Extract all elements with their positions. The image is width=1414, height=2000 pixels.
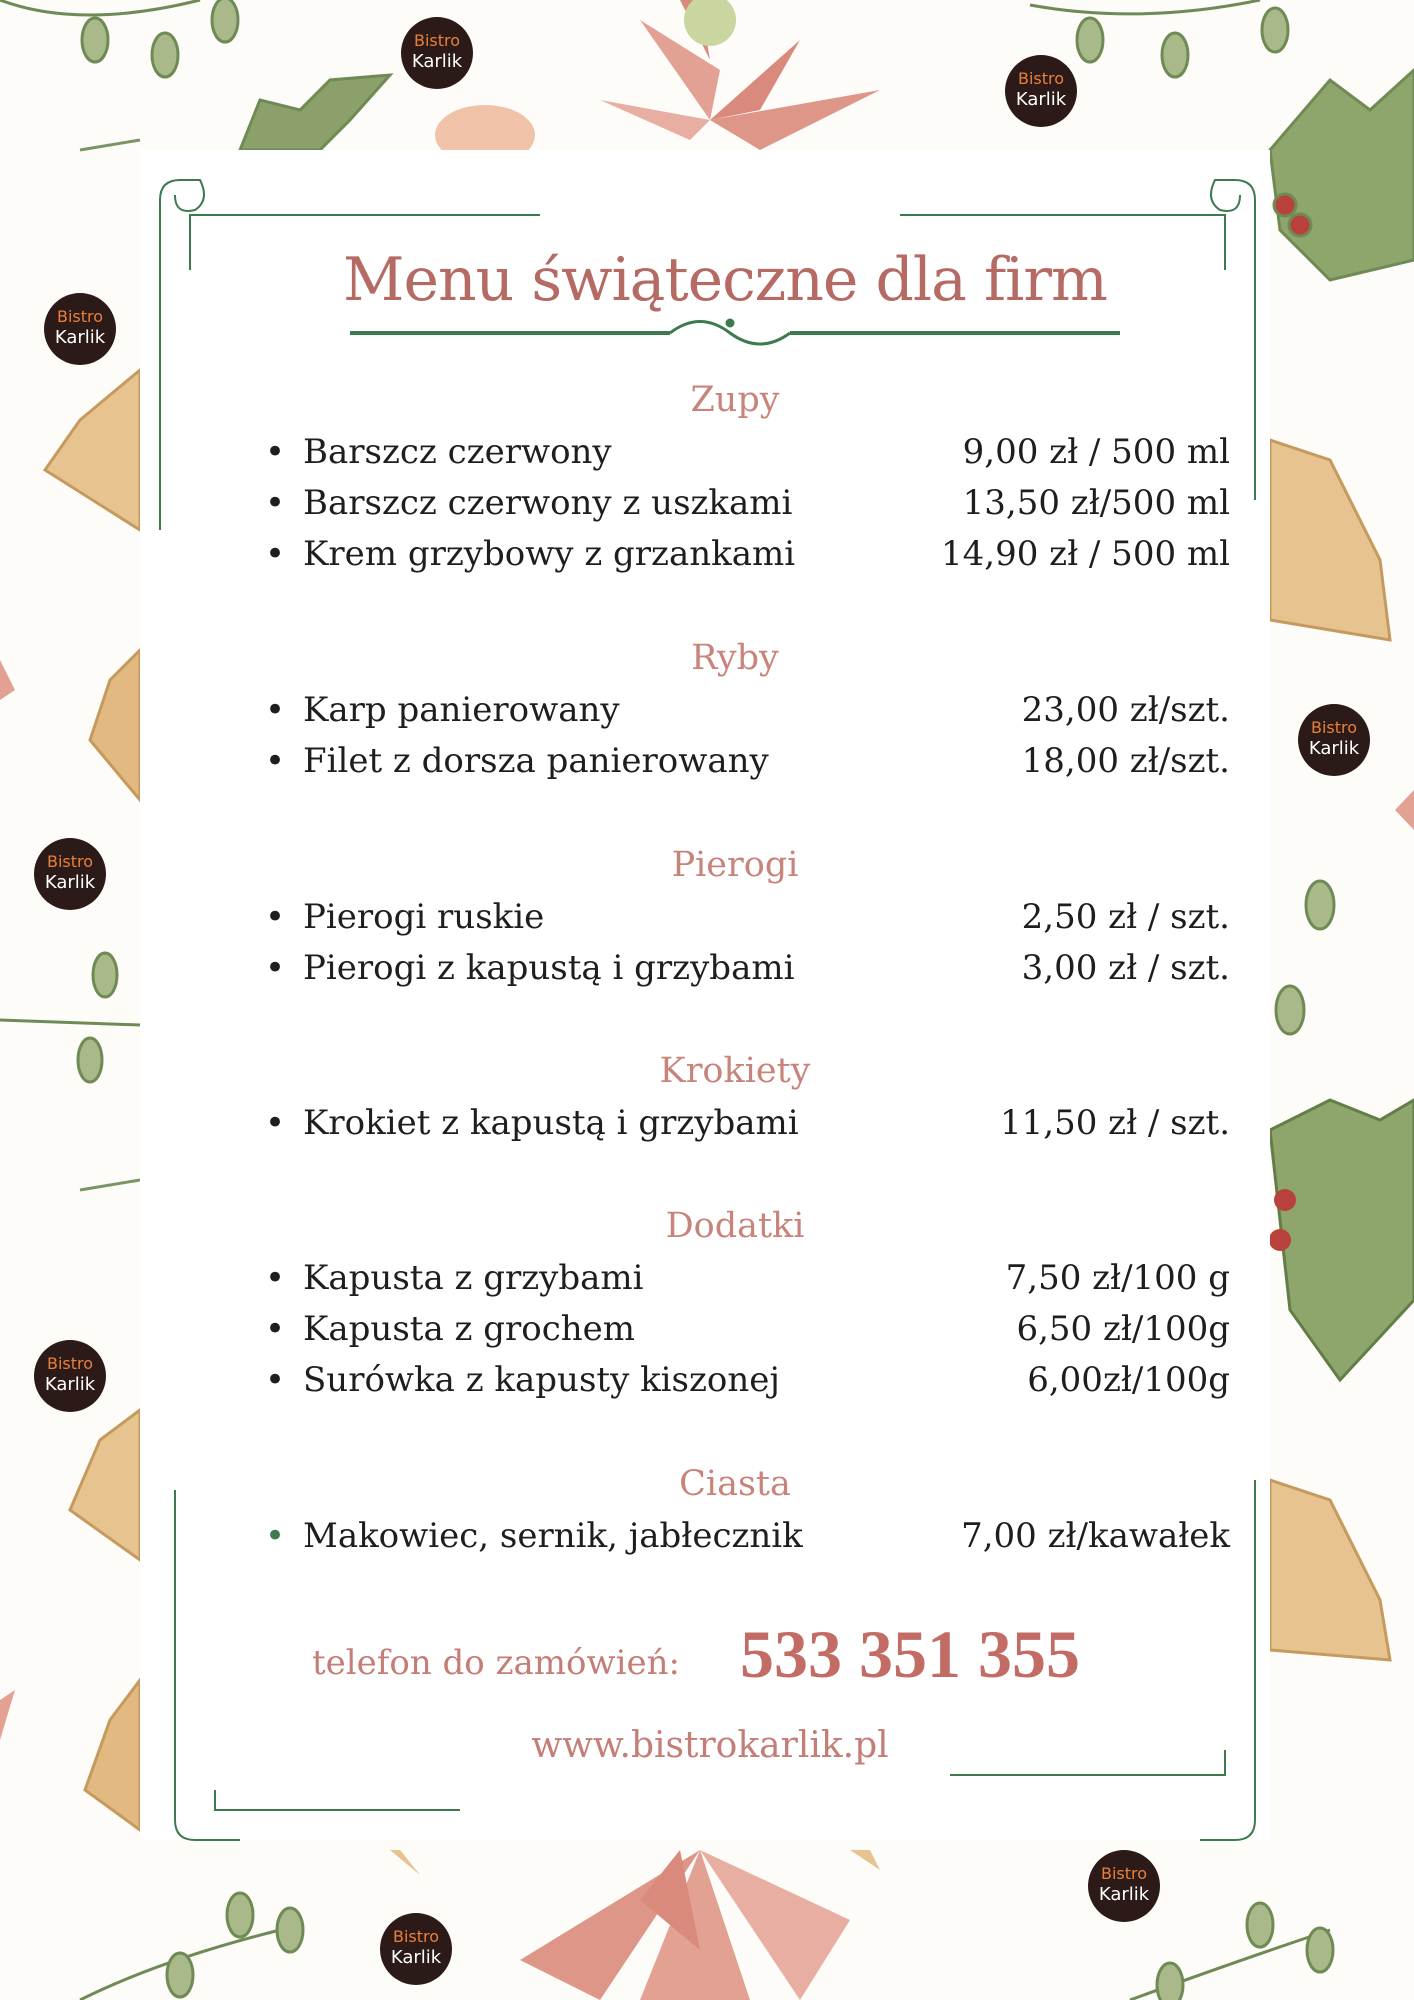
- menu-item: [265, 690, 1230, 740]
- section-title-ryby: Ryby: [691, 638, 779, 678]
- bistro-karlik-logo: Bistro Karlik: [1005, 55, 1077, 127]
- bullet: •: [265, 534, 286, 574]
- item-name: Krem grzybowy z grzankami: [303, 534, 796, 574]
- item-price: 7,50 zł/100 g: [1005, 1258, 1230, 1298]
- poinsettia-bottom: [390, 1850, 880, 2000]
- menu-item: [265, 1309, 1230, 1359]
- menu-item: [265, 483, 1230, 533]
- item-name: Surówka z kapusty kiszonej: [303, 1360, 780, 1400]
- bullet: •: [265, 432, 286, 472]
- item-price: 23,00 zł/szt.: [1021, 690, 1230, 730]
- bistro-karlik-logo: Bistro Karlik: [380, 1913, 452, 1985]
- bullet: •: [265, 1309, 286, 1349]
- item-name: Krokiet z kapustą i grzybami: [303, 1103, 799, 1143]
- item-name: Filet z dorsza panierowany: [303, 741, 769, 781]
- menu-item: [265, 534, 1230, 584]
- bistro-karlik-logo: Bistro Karlik: [34, 1340, 106, 1412]
- menu-item: [265, 948, 1230, 998]
- bistro-karlik-logo: Bistro Karlik: [44, 293, 116, 365]
- menu-title: Menu świąteczne dla firm: [343, 245, 1107, 315]
- bullet: •: [265, 1360, 286, 1400]
- menu-item: [265, 897, 1230, 947]
- item-name: Kapusta z grzybami: [303, 1258, 644, 1298]
- item-price: 3,00 zł / szt.: [1021, 948, 1230, 988]
- bullet: •: [265, 1516, 286, 1556]
- item-name: Karp panierowany: [303, 690, 620, 730]
- bullet: •: [265, 483, 286, 523]
- section-title-pierogi: Pierogi: [671, 845, 799, 885]
- item-price: 11,50 zł / szt.: [1000, 1103, 1230, 1143]
- menu-item: [265, 432, 1230, 482]
- bullet: •: [265, 690, 286, 730]
- leaves-top-left: [0, 0, 390, 150]
- bistro-karlik-logo: Bistro Karlik: [1088, 1850, 1160, 1922]
- website-link[interactable]: www.bistrokarlik.pl: [531, 1725, 889, 1766]
- item-name: Makowiec, sernik, jabłecznik: [303, 1516, 803, 1556]
- item-price: 6,50 zł/100g: [1016, 1309, 1230, 1349]
- section-title-ciasta: Ciasta: [679, 1464, 791, 1504]
- phone-label: telefon do zamówień:: [312, 1643, 680, 1683]
- item-price: 7,00 zł/kawałek: [961, 1516, 1230, 1556]
- bullet: •: [265, 1258, 286, 1298]
- menu-item: [265, 1103, 1230, 1153]
- bistro-karlik-logo: Bistro Karlik: [1298, 704, 1370, 776]
- bells-right: [1270, 440, 1390, 1660]
- menu-item: [265, 1258, 1230, 1308]
- bullet: •: [265, 948, 286, 988]
- item-price: 9,00 zł / 500 ml: [962, 432, 1230, 472]
- phone-number[interactable]: 533 351 355: [740, 1616, 1080, 1692]
- bells-left: [45, 370, 140, 1830]
- item-price: 2,50 zł / szt.: [1021, 897, 1230, 937]
- poinsettia-top: [435, 0, 880, 165]
- bullet: •: [265, 1103, 286, 1143]
- bullet: •: [265, 897, 286, 937]
- item-name: Barszcz czerwony z uszkami: [303, 483, 793, 523]
- menu-item: [265, 1516, 1230, 1566]
- menu-item: [265, 741, 1230, 791]
- section-title-zupy: Zupy: [690, 380, 780, 420]
- bullet: •: [265, 741, 286, 781]
- item-name: Barszcz czerwony: [303, 432, 612, 472]
- menu-item: [265, 1360, 1230, 1410]
- item-name: Kapusta z grochem: [303, 1309, 636, 1349]
- bistro-karlik-logo: Bistro Karlik: [401, 17, 473, 89]
- item-price: 6,00zł/100g: [1027, 1360, 1230, 1400]
- item-price: 13,50 zł/500 ml: [962, 483, 1230, 523]
- item-name: Pierogi z kapustą i grzybami: [303, 948, 795, 988]
- section-title-krokiety: Krokiety: [659, 1051, 811, 1091]
- holly-right: [1269, 790, 1414, 1380]
- item-price: 18,00 zł/szt.: [1021, 741, 1230, 781]
- item-name: Pierogi ruskie: [303, 897, 545, 937]
- item-price: 14,90 zł / 500 ml: [941, 534, 1230, 574]
- section-title-dodatki: Dodatki: [665, 1206, 805, 1246]
- bistro-karlik-logo: Bistro Karlik: [34, 838, 106, 910]
